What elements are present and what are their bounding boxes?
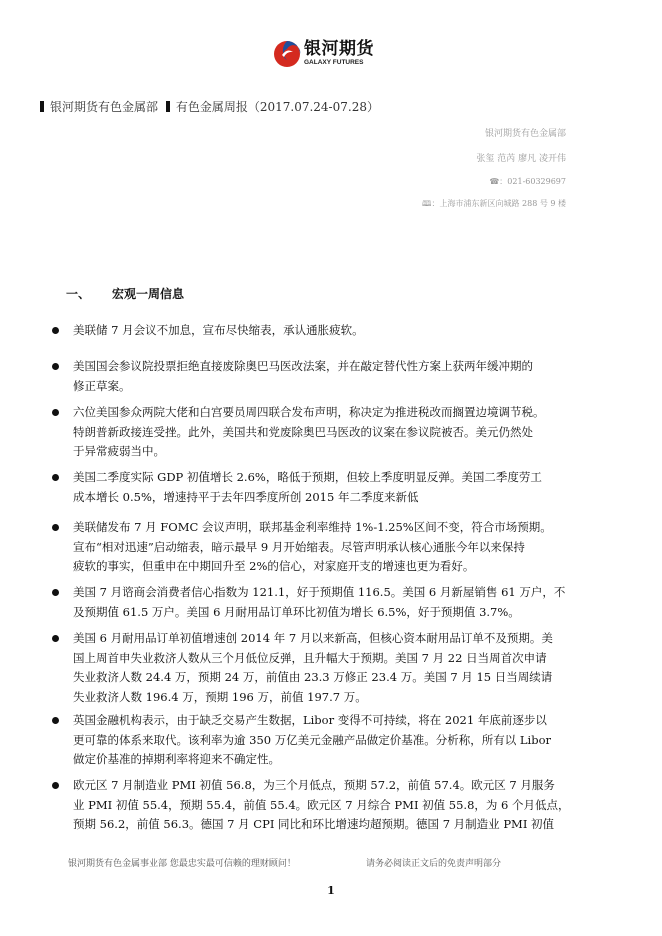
bullet-dot-icon [52,635,59,642]
bullet-line: 美国国会参议院投票拒绝直接废除奥巴马医改法案，并在敲定替代性方案上获两年缓冲期的 [73,359,533,373]
bullet-line: 失业救济人数 196.4 万，预期 196 万，前值 197.7 万。 [73,689,367,704]
book-icon: 🕮 [422,199,432,208]
page-number: 1 [327,884,335,897]
contact-address [422,198,566,212]
bullet-dot-icon [52,782,59,789]
bullet-dot-icon [52,474,59,481]
bullet-line: 及预期值 61.5 万户。美国 6 月耐用品订单环比初值为增长 6.5%，好于预期值 3.7%。 [73,604,520,619]
logo-swirl-icon [273,40,301,68]
bullet-line: 特朗普新政接连受挫。此外，美国共和党废除奥巴马医改的议案在参议院被否。美元仍然处 [73,424,533,439]
bullet-dot-icon [52,409,59,416]
bullet-line: 疲软的事实，但重申在中期回升至 2%的信心，对家庭开支的增速也更为看好。 [73,559,475,573]
bullet-line: 业 PMI 初值 55.4，预期 55.4，前值 55.4。欧元区 7 月综合 PMI 初值 55.8，为 6 个月低点， [73,797,570,812]
bullet-dot-icon [52,589,59,596]
bullet-line: 六位美国参众两院大佬和白宫要员周四联合发布声明，称决定为推进税改而搁置边境调节税。 [73,405,545,419]
dept-name: 银河期货有色金属部 [50,100,159,114]
bullet-line: 美联储 7 月会议不加息，宣布尽快缩表，承认通胀疲软。 [73,323,364,337]
section-heading [66,285,184,302]
contact-dept: 银河期货有色金属部 [484,129,566,139]
bullet-dot-icon [52,363,59,370]
bullet-line: 美国 7 月谘商会消费者信心指数为 121.1，好于预期值 116.5。美国 6 月新屋销售 61 万户，不 [73,585,566,599]
bullet-line: 宣布“相对迅速”启动缩表，暗示最早 9 月开始缩表。尽管声明承认核心通胀今年以来保持 [73,539,525,554]
galaxy-futures-logo [273,40,374,68]
footer-right: 请务必阅读正文后的免责声明部分 [366,859,502,869]
bullet-dot-icon [52,717,59,724]
bullet-line: 更可靠的体系来取代。该利率为逾 350 万亿美元金融产品做定价基准。分析称，所有以 Libor [73,732,552,747]
bullet-line: 预期 56.2，前值 56.3。德国 7 月 CPI 同比和环比增速均超预期。德国 7 月制造业 PMI 初值 [73,817,555,831]
address-text: ：上海市浦东新区向城路 288 号 9 楼 [431,199,566,208]
bullet-line: 修正草案。 [73,378,131,393]
phone-number: ：021-60329697 [499,177,566,186]
bullet-line: 于异常疲弱当中。 [73,444,165,458]
contact-phone [489,176,566,187]
report-title: 有色金属周报（2017.07.24-07.28） [175,100,379,114]
bullet-line: 失业救济人数 24.4 万，预期 24 万，前值由 23.3 万修正 23.4 万。美国 7 月 15 日当周续请 [73,670,553,684]
phone-icon: ☎ [489,177,500,186]
section-number: 一、 [66,287,91,301]
bullet-line: 美国二季度实际 GDP 初值增长 2.6%，略低于预期，但较上季度明显反弹。美国二季度劳工 [73,470,542,484]
bullet-dot-icon [52,524,59,531]
bullet-line: 欧元区 7 月制造业 PMI 初值 56.8，为三个月低点，预期 57.2，前值 57.4。欧元区 7 月服务 [73,778,555,792]
bullet-line: 成本增长 0.5%，增速持平于去年四季度所创 2015 年二季度来新低 [73,489,419,504]
bar-marker [166,101,170,112]
footer-left: 银河期货有色金属事业部 您最忠实最可信赖的理财顾问！ [68,859,296,869]
bullet-line: 美联储发布 7 月 FOMC 会议声明，联邦基金利率维持 1%-1.25%区间不变，符合市场预期。 [73,520,552,534]
bullet-line: 国上周首申失业救济人数从三个月低位反弹，且升幅大于预期。美国 7 月 22 日当周首次申请 [73,650,547,665]
bullet-line: 英国金融机构表示，由于缺乏交易产生数据，Libor 变得不可持续，将在 2021 年底前逐步以 [73,713,547,727]
logo-cn-text: 银河期货 [304,39,374,60]
bar-marker [40,101,44,112]
bullet-dot-icon [52,327,59,334]
section-title: 宏观一周信息 [112,287,185,301]
bullet-line: 美国 6 月耐用品订单初值增速创 2014 年 7 月以来新高，但核心资本耐用品订单不及预期。美 [73,631,553,645]
report-header [40,98,379,115]
logo-en-text: GALAXY FUTURES [304,59,364,67]
contact-authors: 张玺 范芮 廖凡 凌开伟 [476,154,566,164]
bullet-line: 做定价基准的掉期利率将迎来不确定性。 [73,752,280,766]
